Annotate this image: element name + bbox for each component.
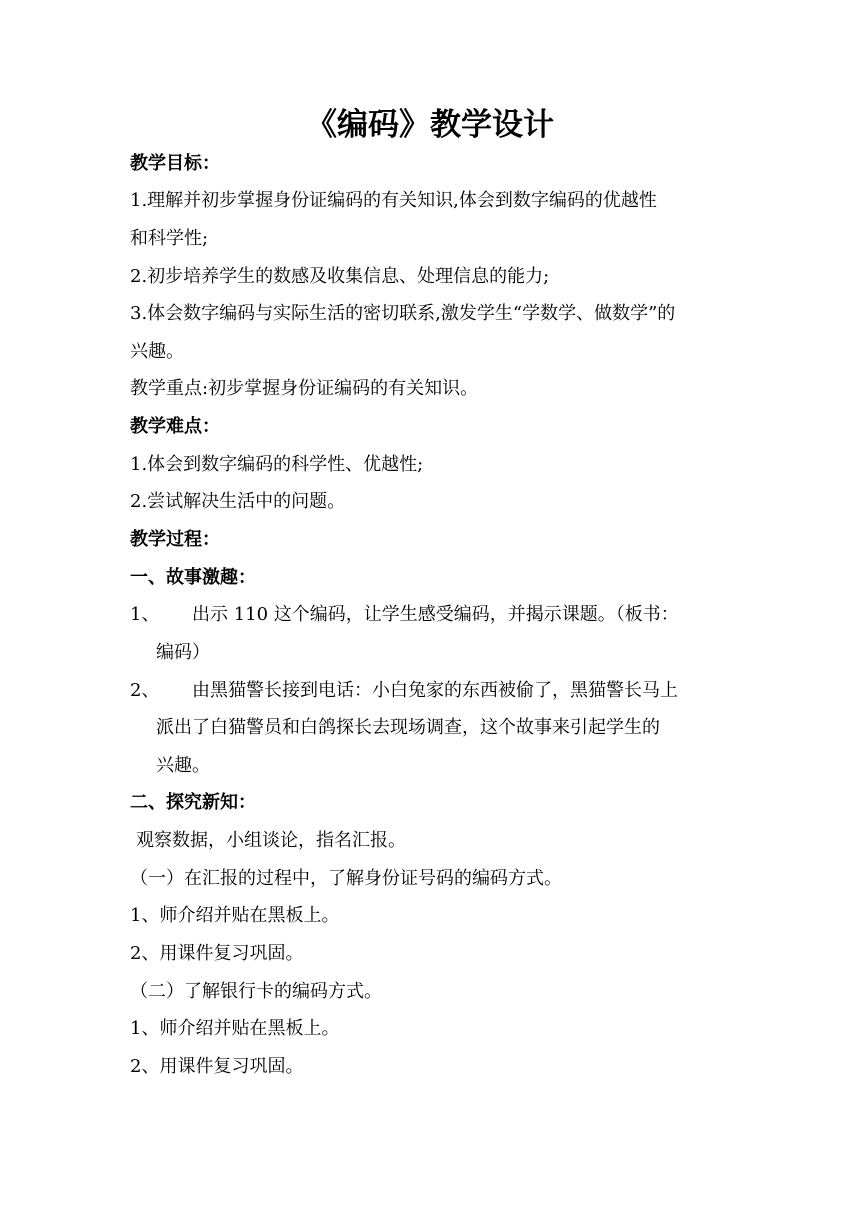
objectives-heading: 教学目标： <box>130 153 220 174</box>
section-1-heading: 一、故事激趣： <box>130 567 256 588</box>
document-title: 《编码》教学设计 <box>306 107 554 143</box>
sub-1-item-2: 2、用课件复习巩固。 <box>130 943 304 964</box>
process-heading: 教学过程： <box>130 529 220 550</box>
sub-2-heading: （二）了解银行卡的编码方式。 <box>130 981 382 1002</box>
difficulty-heading: 教学难点： <box>130 416 220 437</box>
sub-1-heading: （一）在汇报的过程中，了解身份证号码的编码方式。 <box>130 868 562 889</box>
step-2 <box>130 677 678 705</box>
objective-2: 2.初步培养学生的数感及收集信息、处理信息的能力; <box>130 266 550 287</box>
objective-1-line-2: 和科学性; <box>130 228 209 249</box>
sub-2-item-1: 1、师介绍并贴在黑板上。 <box>130 1018 340 1039</box>
objective-3-line-2: 兴趣。 <box>130 341 184 362</box>
step-2-line-3: 兴趣。 <box>156 755 210 776</box>
step-1-line-2: 编码） <box>156 642 210 663</box>
explore-intro: 观察数据，小组谈论，指名汇报。 <box>136 830 406 851</box>
step-1-number: 1、 <box>130 604 160 625</box>
step-1-line-1: 出示 110 这个编码，让学生感受编码，并揭示课题。（板书： <box>192 604 679 625</box>
step-2-line-1: 由黑猫警长接到电话：小白兔家的东西被偷了，黑猫警长马上 <box>192 680 678 701</box>
sub-2-item-2: 2、用课件复习巩固。 <box>130 1056 304 1077</box>
objective-1-line-1: 1.理解并初步掌握身份证编码的有关知识,体会到数字编码的优越性 <box>130 190 657 211</box>
sub-1-item-1: 1、师介绍并贴在黑板上。 <box>130 905 340 926</box>
step-2-number: 2、 <box>130 680 160 701</box>
difficulty-1: 1.体会到数字编码的科学性、优越性; <box>130 454 424 475</box>
key-point: 教学重点:初步掌握身份证编码的有关知识。 <box>130 378 479 399</box>
step-1 <box>130 601 679 629</box>
difficulty-2: 2.尝试解决生活中的问题。 <box>130 491 346 512</box>
section-2-heading: 二、探究新知： <box>130 792 256 813</box>
step-2-line-2: 派出了白猫警员和白鸽探长去现场调查，这个故事来引起学生的 <box>156 717 660 738</box>
objective-3-line-1: 3.体会数字编码与实际生活的密切联系,激发学生“学数学、做数学”的 <box>130 303 676 324</box>
